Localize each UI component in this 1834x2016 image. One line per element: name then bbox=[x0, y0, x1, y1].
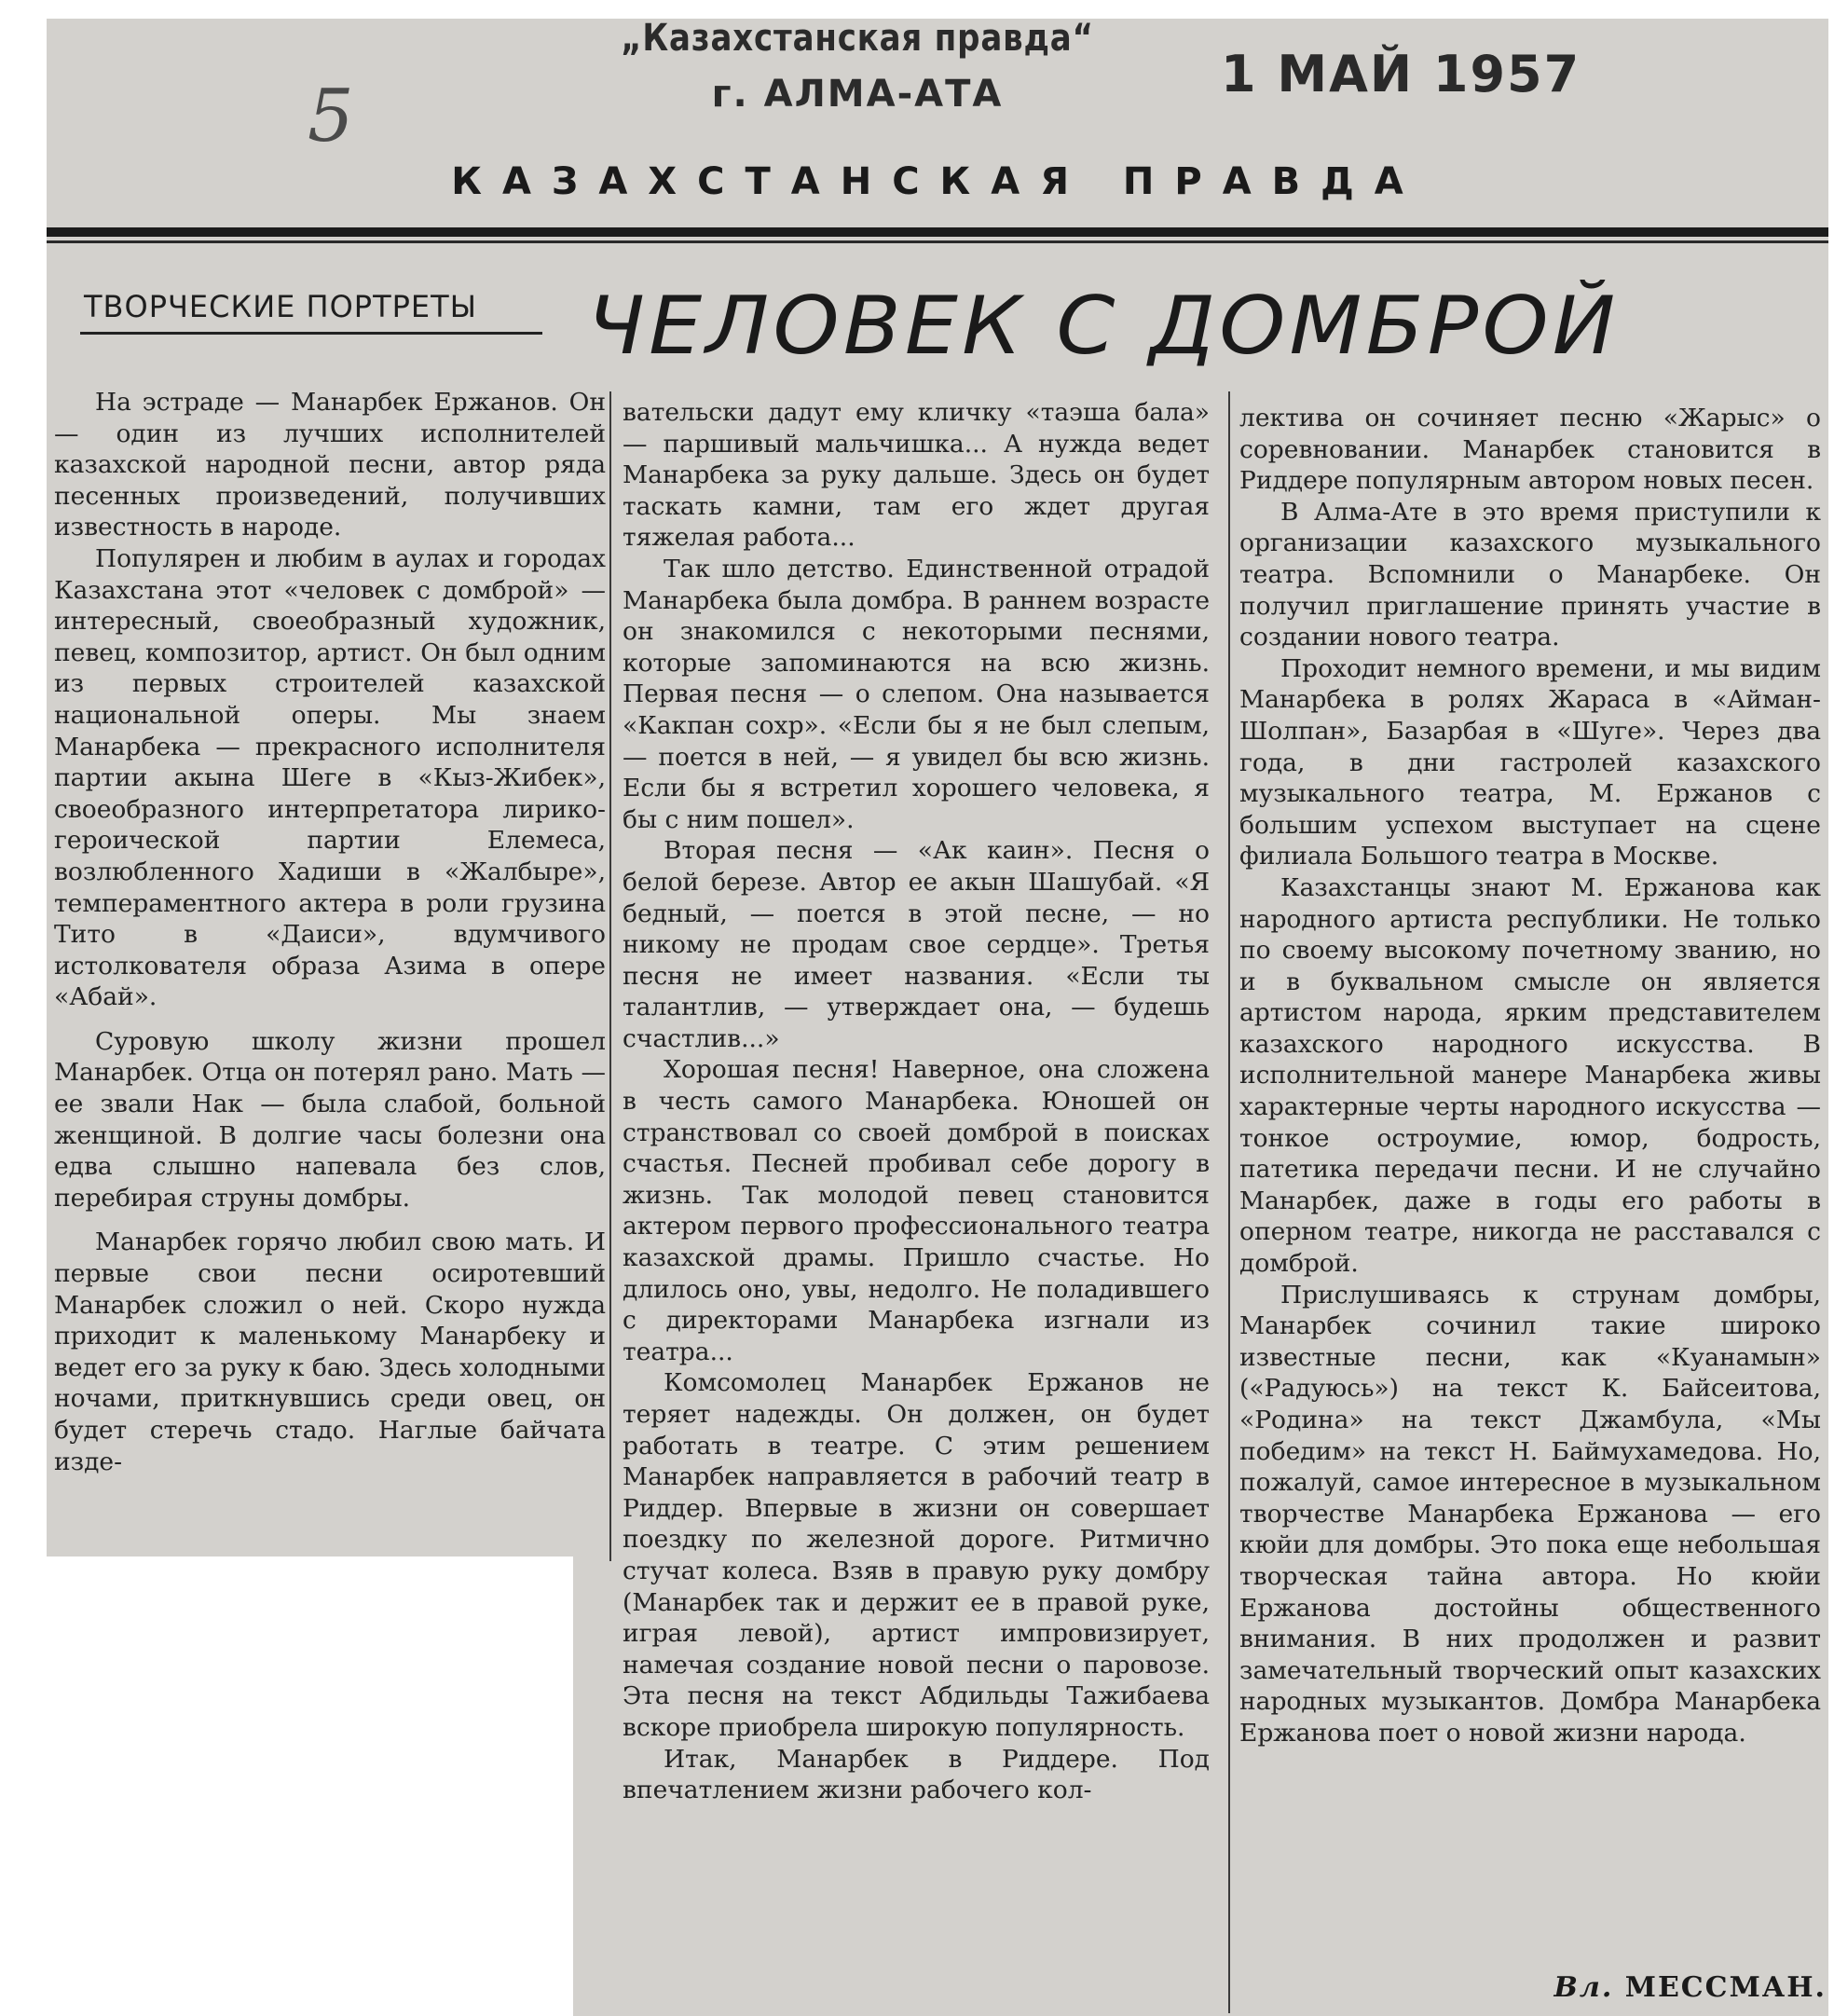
paragraph: Так шло детство. Единственной отрадой Манарбека была домбра. В раннем возрасте он знакомился с некоторыми песнями, которые запоминаются на всю жизнь. Первая песня — о слепом. Она называется «Какпан сохр». «Если бы я не был слепым, — поется в ней, — я увидел бы всю жизнь. Если бы я встретил хорошего человека, я бы с ним пошел». bbox=[623, 554, 1210, 834]
author-signature bbox=[1510, 1971, 1827, 2004]
date-stamp: 1 МАЙ 1957 bbox=[1221, 45, 1581, 103]
paragraph: Суровую школу жизни прошел Манарбек. Отца он потерял рано. Мать — ее звали Нак — была слабой, больной женщиной. В долгие часы болезни она едва слышно напевала без слов, перебирая струны домбры. bbox=[54, 1026, 606, 1213]
article-column-1 bbox=[54, 387, 606, 1477]
newspaper-name-stamp: „Казахстанская правда“ bbox=[621, 17, 1094, 60]
masthead-rule-thick bbox=[47, 227, 1828, 237]
masthead-rule-thin bbox=[47, 240, 1828, 243]
paragraph: Хорошая песня! Наверное, она сложена в честь самого Манарбека. Юношей он странствовал со своей домброй в поисках счастья. Песней пробивал себе дорогу в жизнь. Так молодой певец становится актером первого профессионального театра казахской драмы. Пришло счастье. Но длилось оно, увы, недолго. Не поладившего с директорами Манарбека изгнали из театра... bbox=[623, 1055, 1210, 1366]
article-column-3 bbox=[1239, 403, 1821, 1749]
rubric-underline bbox=[80, 332, 542, 335]
paragraph: Казахстанцы знают М. Ержанова как народного артиста республики. Не только по своему высокому почетному званию, но и в буквальном смысле он является артистом народа, ярким представителем казахского народного искусства. В исполнительной манере Манарбека живы характерные черты народного искусства — тонкое остроумие, юмор, бодрость, патетика передачи песни. И не случайно Манарбек, даже в годы его работы в оперном театре, никогда не расставался с домброй. bbox=[1239, 872, 1821, 1279]
column-divider-2 bbox=[1228, 391, 1230, 2013]
paragraph: Прислушиваясь к струнам домбры, Манарбек сочинил такие широко известные песни, как «Куанамын» («Радуюсь») на текст К. Байсеитова, «Родина» на текст Джамбула, «Мы победим» на текст Н. Баймухамедова. Но, пожалуй, самое интересное в музыкальном творчестве Манарбека Ержанова — его кюйи для домбры. Это пока еще небольшая творческая тайна автора. Но кюйи Ержанова достойны общественного внимания. В них продолжен и развит замечательный творческий опыт казахских народных музыкантов. Домбра Манарбека Ержанова поет о новой жизни народа. bbox=[1239, 1280, 1821, 1748]
author-surname: МЕССМАН. bbox=[1624, 1971, 1827, 2004]
paragraph: вательски дадут ему кличку «таэша бала» — паршивый мальчишка... А нужда ведет Манарбека за руку дальше. Здесь он будет таскать камни, там его ждет другая тяжелая работа... bbox=[623, 398, 1210, 553]
paragraph: Манарбек горячо любил свою мать. И первые свои песни осиротевший Манарбек сложил о ней. Скоро нужда приходит к маленькому Манарбеку и ведет его за руку к баю. Здесь холодными ночами, приткнувшись среди овец, он будет стеречь стадо. Наглые байчата изде- bbox=[54, 1227, 606, 1476]
paragraph: Итак, Манарбек в Риддере. Под впечатлением жизни рабочего кол- bbox=[623, 1744, 1210, 1805]
paragraph: На эстраде — Манарбек Ержанов. Он — один из лучших исполнителей казахской народной песни, автор ряда песенных произведений, получивших известность в народе. bbox=[54, 388, 606, 542]
column-divider-1 bbox=[609, 391, 611, 1561]
masthead: КАЗАХСТАНСКАЯ ПРАВДА bbox=[451, 160, 1424, 203]
author-initials: Вл. bbox=[1553, 1971, 1614, 2004]
paragraph: В Алма-Ате в это время приступили к организации казахского музыкального театра. Вспомнили о Манарбеке. Он получил приглашение принять участие в создании нового театра. bbox=[1239, 497, 1821, 652]
paragraph: лектива он сочиняет песню «Жарыс» о соревновании. Манарбек становится в Риддере популярным автором новых песен. bbox=[1239, 404, 1821, 496]
paragraph: Вторая песня — «Ак каин». Песня о белой березе. Автор ее акын Шашубай. «Я бедный, — поется в этой песне, — но никому не продам свое сердце». Третья песня не имеет названия. «Если ты талантлив, — утверждает она, — будешь счастлив...» bbox=[623, 836, 1210, 1053]
section-rubric: ТВОРЧЕСКИЕ ПОРТРЕТЫ bbox=[84, 289, 477, 324]
paragraph: Популярен и любим в аулах и городах Казахстана этот «человек с домброй» — интересный, своеобразный художник, певец, композитор, артист. Он был одним из первых строителей казахской национальной оперы. Мы знаем Манарбека — прекрасного исполнителя партии акына Шеге в «Кыз-Жибек», своеобразного интерпретатора лирико-героической партии Елемеса, возлюбленного Хадиши в «Жалбыре», темпераментного актера в роли грузина Тито в «Даиси», вдумчивого истолкователя образа Азима в опере «Абай». bbox=[54, 543, 606, 1012]
article-title: ЧЕЛОВЕК С ДОМБРОЙ bbox=[587, 280, 1620, 373]
paragraph: Комсомолец Манарбек Ержанов не теряет надежды. Он должен, он будет работать в театре. С этим решением Манарбек направляется в рабочий театр в Риддер. Впервые в жизни он совершает поездку по железной дороге. Ритмично стучат колеса. Взяв в правую руку домбру (Манарбек так и держит ее в правой руке, играя левой), артист импровизирует, намечая создание новой песни о паровозе. Эта песня на текст Абдильды Тажибаева вскоре приобрела широкую популярность. bbox=[623, 1368, 1210, 1742]
handwritten-page-number: 5 bbox=[308, 75, 354, 158]
city-stamp: г. АЛМА-АТА bbox=[711, 73, 1004, 116]
paragraph: Проходит немного времени, и мы видим Манарбека в ролях Жараса в «Айман-Шолпан», Базарбая в «Шуге». Через два года, в дни гастролей казахского музыкального театра, М. Ержанов с большим успехом выступает на сцене филиала Большого театра в Москве. bbox=[1239, 653, 1821, 871]
article-column-2 bbox=[623, 397, 1210, 1806]
